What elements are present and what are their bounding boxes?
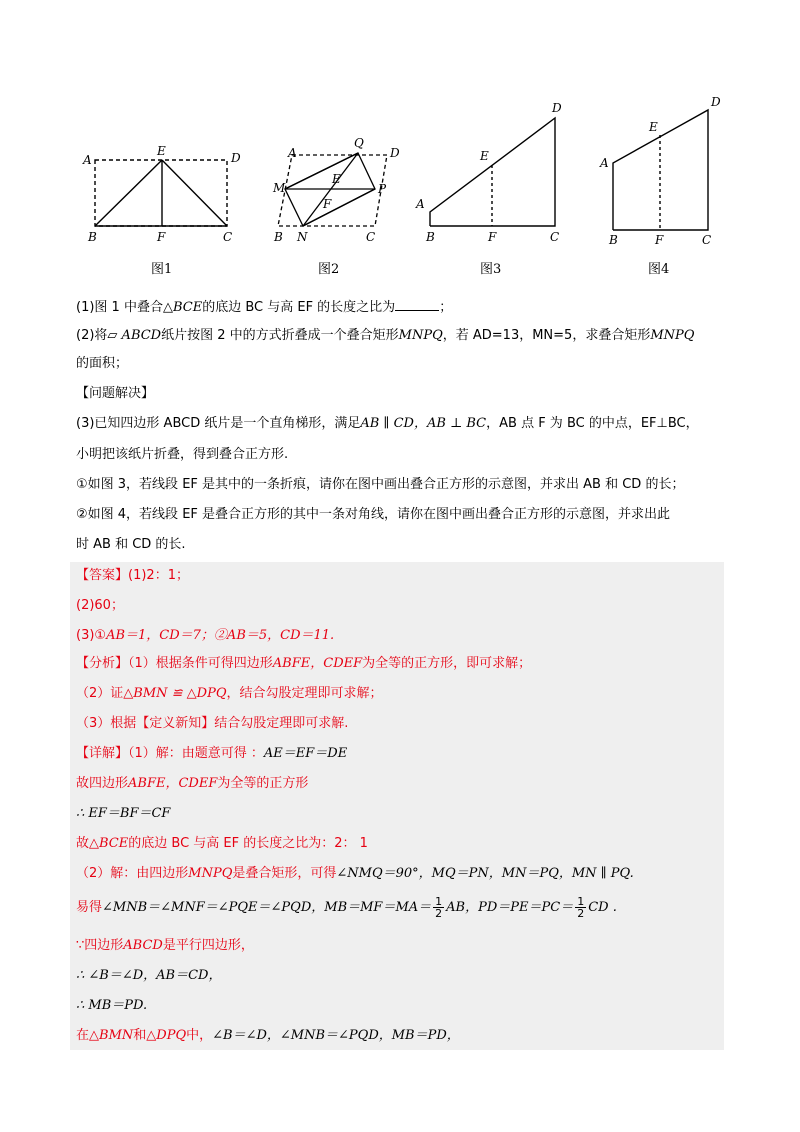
question-2-cont bbox=[76, 354, 726, 374]
detail-line-3 bbox=[76, 804, 170, 824]
fig4-label-D: D bbox=[711, 95, 721, 109]
q2-math-3: MNPQ bbox=[650, 328, 695, 343]
fig2-label-Q: Q bbox=[354, 136, 364, 150]
fig3-label-E: E bbox=[480, 149, 489, 163]
answer-2: (2)60； bbox=[76, 598, 124, 613]
detail-6a: 易得 bbox=[76, 900, 103, 915]
section-title: 【问题解决】 bbox=[76, 386, 155, 401]
q1-text-b: 的底边 BC 与高 EF 的长度之比为 bbox=[202, 300, 396, 315]
fig4-label-F: F bbox=[655, 233, 664, 247]
detail-6c: AB，PD＝PE＝PC＝ bbox=[446, 900, 574, 915]
q2-math-1: ▱ ABCD bbox=[107, 328, 162, 343]
q3-text-b: ，AB 点 F 为 BC 的中点，EF⊥BC， bbox=[486, 416, 699, 431]
fig1-label-F: F bbox=[157, 230, 166, 244]
detail-7b: 是平行四边形， bbox=[162, 938, 254, 953]
figures-area bbox=[70, 95, 750, 290]
fraction-2-numerator: 1 bbox=[577, 895, 585, 908]
detail-5-math: MNPQ bbox=[188, 866, 233, 881]
detail-1a: （1）解：由题意可得 ： bbox=[128, 746, 264, 761]
fig1-label-C: C bbox=[223, 230, 233, 244]
detail-4a: 故 bbox=[76, 836, 90, 851]
answer-panel bbox=[70, 562, 724, 1050]
fig1-label-B: B bbox=[88, 230, 97, 244]
answer-line-2 bbox=[76, 596, 124, 616]
figure-4 bbox=[613, 110, 708, 230]
detail-5a: （2）解：由四边形 bbox=[76, 866, 189, 881]
answer-line-1 bbox=[76, 566, 189, 586]
detail-line-10 bbox=[76, 1026, 460, 1046]
fig3-caption: 图3 bbox=[480, 262, 502, 277]
fig4-label-B: B bbox=[609, 233, 618, 247]
question-3-part2-cont bbox=[76, 535, 726, 555]
q3-part2-text-b: 时 AB 和 CD 的长. bbox=[76, 537, 186, 552]
q3-part2-text-a: ②如图 4，若线段 EF 是叠合正方形的其中一条对角线，请你在图中画出叠合正方形的示意图，并求出此 bbox=[76, 507, 671, 522]
analysis-2b: ，结合勾股定理即可求解； bbox=[226, 686, 383, 701]
fig2-label-N: N bbox=[297, 230, 308, 244]
section-heading bbox=[76, 384, 726, 404]
detail-2a: 故四边形 bbox=[76, 776, 129, 791]
fraction-half-2 bbox=[575, 896, 586, 919]
question-3-part1 bbox=[76, 475, 726, 495]
detail-10a: 在 bbox=[76, 1028, 90, 1043]
analysis-1a: （1）根据条件可得四边形 bbox=[128, 656, 273, 671]
detail-6d: CD . bbox=[588, 900, 617, 915]
detail-3: ∴ EF＝BF＝CF bbox=[76, 806, 171, 821]
detail-10c: 中， bbox=[186, 1028, 213, 1043]
detail-line-6 bbox=[76, 896, 617, 919]
fig1-label-A: A bbox=[83, 153, 92, 167]
figure-3 bbox=[430, 118, 555, 226]
answer-line-3 bbox=[76, 626, 334, 646]
answer-label: 【答案】 bbox=[76, 568, 129, 583]
fig2-label-P: P bbox=[378, 182, 387, 196]
detail-10-math-1: △BMN bbox=[89, 1028, 134, 1043]
geometry-figures bbox=[70, 95, 750, 290]
detail-2-math: ABFE，CDEF bbox=[128, 776, 218, 791]
fig2-caption: 图2 bbox=[318, 262, 340, 277]
detail-5c: ∠NMQ＝90°，MQ＝PN，MN＝PQ，MN ∥ PQ. bbox=[336, 866, 634, 881]
fraction-half-1 bbox=[433, 896, 444, 919]
q3-text-line2: 小明把该纸片折叠，得到叠合正方形. bbox=[76, 447, 289, 462]
detail-line-2 bbox=[76, 774, 308, 794]
answer-3-prefix: (3) bbox=[76, 628, 95, 643]
fig3-label-C: C bbox=[550, 230, 560, 244]
question-2 bbox=[76, 326, 726, 346]
fig3-label-F: F bbox=[488, 230, 497, 244]
detail-7a: ∵四边形 bbox=[76, 938, 124, 953]
analysis-3: （3）根据【定义新知】结合勾股定理即可求解. bbox=[76, 716, 349, 731]
analysis-label: 【分析】 bbox=[76, 656, 129, 671]
detail-8: ∴ ∠B＝∠D，AB＝CD， bbox=[76, 968, 222, 983]
q1-answer-blank bbox=[395, 298, 439, 311]
fig4-caption: 图4 bbox=[648, 262, 670, 277]
answer-3-body: AB＝1，CD＝7；②AB＝5，CD＝11. bbox=[106, 628, 335, 643]
q1-text-a: (1)图 1 中叠合 bbox=[76, 300, 163, 315]
fig4-label-A: A bbox=[600, 156, 609, 170]
q1-math: △BCE bbox=[162, 300, 203, 315]
detail-9: ∴ MB＝PD. bbox=[76, 998, 148, 1013]
answer-3-circle: ① bbox=[94, 628, 107, 643]
detail-label: 【详解】 bbox=[76, 746, 129, 761]
fig1-caption: 图1 bbox=[151, 262, 173, 277]
analysis-2-math: △BMN ≌ △DPQ bbox=[123, 686, 227, 701]
analysis-2a: （2）证 bbox=[76, 686, 124, 701]
detail-10b: 和 bbox=[133, 1028, 147, 1043]
fig2-label-A: A bbox=[288, 146, 297, 160]
fig2-label-E: E bbox=[332, 172, 341, 186]
q2-text-c: ，若 AD=13，MN=5，求叠合矩形 bbox=[442, 328, 651, 343]
detail-10-math-2: △DPQ bbox=[146, 1028, 187, 1043]
fig3-label-B: B bbox=[426, 230, 435, 244]
detail-line-1 bbox=[76, 744, 347, 764]
fig2-label-M: M bbox=[273, 181, 286, 195]
fig2-label-F: F bbox=[323, 197, 332, 211]
fig1-label-D: D bbox=[231, 151, 241, 165]
analysis-line-3 bbox=[76, 714, 348, 734]
detail-line-9 bbox=[76, 996, 147, 1016]
fig4-label-C: C bbox=[702, 233, 712, 247]
detail-6b: ∠MNB＝∠MNF＝∠PQE＝∠PQD，MB＝MF＝MA＝ bbox=[102, 900, 432, 915]
detail-10d: ∠B＝∠D，∠MNB＝∠PQD，MB＝PD， bbox=[212, 1028, 460, 1043]
q2-math-2: MNPQ bbox=[398, 328, 443, 343]
question-3-line2 bbox=[76, 445, 726, 465]
detail-7-math: ABCD bbox=[123, 938, 163, 953]
q3-part1-text: ①如图 3，若线段 EF 是其中的一条折痕，请你在图中画出叠合正方形的示意图，并求出 AB 和 CD 的长； bbox=[76, 477, 685, 492]
detail-line-8 bbox=[76, 966, 221, 986]
fig2-label-C: C bbox=[366, 230, 376, 244]
detail-4-math: △BCE bbox=[89, 836, 129, 851]
fig2-label-B: B bbox=[274, 230, 283, 244]
answer-1: (1)2：1； bbox=[128, 568, 189, 583]
detail-line-5 bbox=[76, 864, 634, 884]
q2-text-b: 纸片按图 2 中的方式折叠成一个叠合矩形 bbox=[161, 328, 399, 343]
detail-1-math: AE＝EF＝DE bbox=[263, 746, 348, 761]
figure-2 bbox=[278, 153, 387, 226]
figure-1 bbox=[95, 160, 227, 226]
fraction-1-numerator: 1 bbox=[435, 895, 443, 908]
q1-text-end: ； bbox=[439, 300, 453, 315]
fig2-label-D: D bbox=[390, 146, 400, 160]
detail-5b: 是叠合矩形，可得 bbox=[232, 866, 337, 881]
question-3 bbox=[76, 414, 726, 434]
analysis-line-1 bbox=[76, 654, 531, 674]
q3-math-1: AB ∥ CD，AB ⊥ BC bbox=[360, 416, 487, 431]
question-1 bbox=[76, 298, 726, 318]
detail-2b: 为全等的正方形 bbox=[217, 776, 309, 791]
fraction-2-denominator: 2 bbox=[577, 907, 585, 920]
fraction-1-denominator: 2 bbox=[435, 907, 443, 920]
q2-text-a: (2)将 bbox=[76, 328, 108, 343]
analysis-1-math: ABFE，CDEF bbox=[272, 656, 363, 671]
detail-line-7 bbox=[76, 936, 254, 956]
q2-text-d: 的面积； bbox=[76, 356, 129, 371]
q3-text-a: (3)已知四边形 ABCD 纸片是一个直角梯形，满足 bbox=[76, 416, 361, 431]
analysis-1b: 为全等的正方形，即可求解； bbox=[362, 656, 532, 671]
fig3-label-D: D bbox=[552, 101, 562, 115]
fig3-label-A: A bbox=[416, 197, 425, 211]
detail-line-4 bbox=[76, 834, 368, 854]
question-3-part2 bbox=[76, 505, 726, 525]
detail-4b: 的底边 BC 与高 EF 的长度之比为：2： 1 bbox=[128, 836, 368, 851]
analysis-line-2 bbox=[76, 684, 383, 704]
fig1-label-E: E bbox=[157, 144, 166, 158]
fig4-label-E: E bbox=[649, 120, 658, 134]
